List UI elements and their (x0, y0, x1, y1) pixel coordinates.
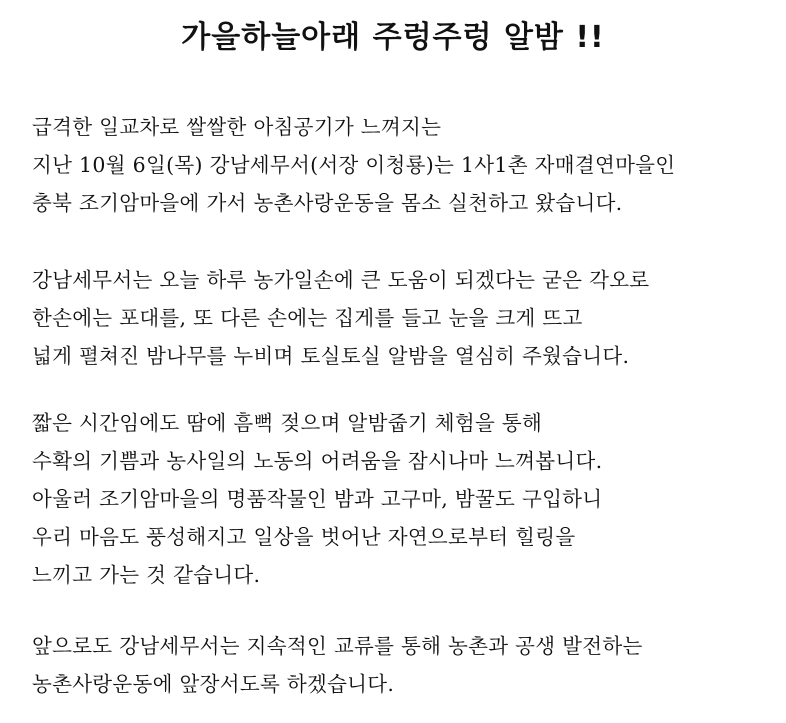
paragraph-line: 강남세무서는 오늘 하루 농가일손에 큰 도움이 되겠다는 굳은 각오로 (32, 268, 650, 292)
paragraph-line: 급격한 일교차로 쌀쌀한 아침공기가 느껴지는 (32, 115, 442, 139)
document-title: 가을하늘아래 주렁주렁 알밤 !! (181, 20, 605, 55)
paragraph-experience (32, 404, 772, 594)
paragraph-closing (32, 627, 772, 703)
paragraph-line: 농촌사랑운동에 앞장서도록 하겠습니다. (32, 672, 395, 696)
paragraph-line: 우리 마음도 풍성해지고 일상을 벗어난 자연으로부터 힐링을 (32, 525, 576, 549)
paragraph-line: 넓게 펼쳐진 밤나무를 누비며 토실토실 알밤을 열심히 주웠습니다. (32, 344, 630, 368)
paragraph-intro (32, 108, 772, 222)
paragraph-line: 짧은 시간임에도 땀에 흠뻑 젖으며 알밤줍기 체험을 통해 (32, 411, 543, 435)
paragraph-line: 충북 조기암마을에 가서 농촌사랑운동을 몸소 실천하고 왔습니다. (32, 191, 623, 215)
paragraph-line: 한손에는 포대를, 또 다른 손에는 집게를 들고 눈을 크게 뜨고 (32, 306, 583, 330)
paragraph-line: 아울러 조기암마을의 명품작물인 밤과 고구마, 밤꿀도 구입하니 (32, 487, 603, 511)
paragraph-line: 느끼고 가는 것 같습니다. (32, 563, 261, 587)
paragraph-activity (32, 261, 772, 375)
paragraph-line: 지난 10월 6일(목) 강남세무서(서장 이청룡)는 1사1촌 자매결연마을인 (32, 153, 676, 177)
paragraph-line: 앞으로도 강남세무서는 지속적인 교류를 통해 농촌과 공생 발전하는 (32, 634, 643, 658)
paragraph-line: 수확의 기쁨과 농사일의 노동의 어려움을 잠시나마 느껴봅니다. (32, 449, 603, 473)
